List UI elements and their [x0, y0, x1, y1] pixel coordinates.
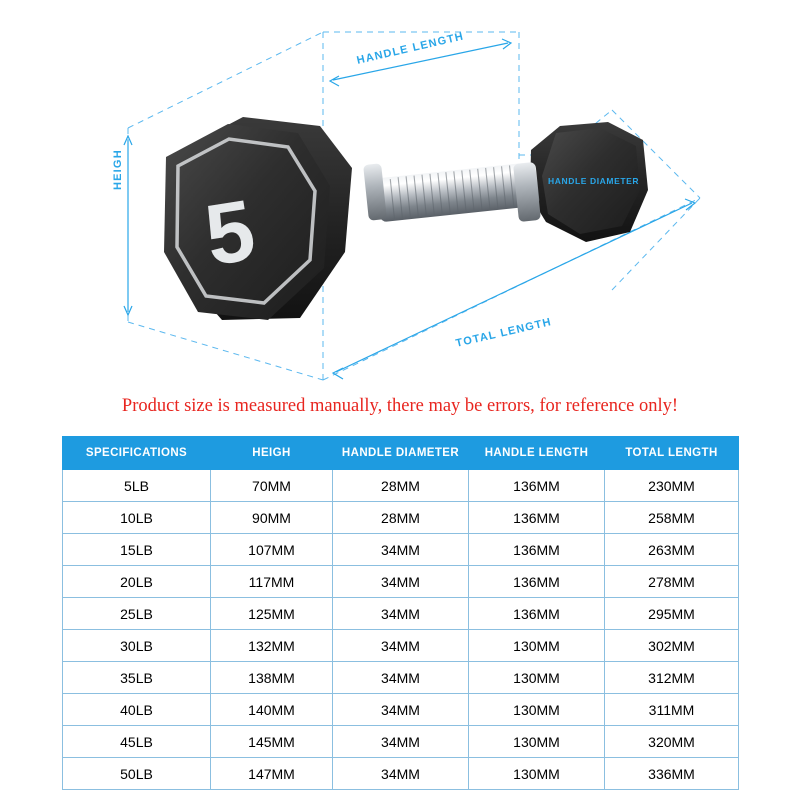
table-cell: 34MM [333, 662, 469, 694]
table-cell: 130MM [469, 726, 605, 758]
table-cell: 10LB [63, 502, 211, 534]
dumbbell-dimension-diagram [0, 0, 800, 395]
table-cell: 34MM [333, 694, 469, 726]
table-cell: 40LB [63, 694, 211, 726]
table-cell: 117MM [211, 566, 333, 598]
table-row [63, 758, 739, 790]
table-cell: 125MM [211, 598, 333, 630]
table-cell: 107MM [211, 534, 333, 566]
table-cell: 25LB [63, 598, 211, 630]
table-cell: 45LB [63, 726, 211, 758]
column-header-handle-diameter: HANDLE DIAMETER [333, 437, 469, 470]
total-length-label: TOTAL LENGTH [454, 316, 553, 350]
table-cell: 30LB [63, 630, 211, 662]
table-row [63, 662, 739, 694]
column-header-handle-length: HANDLE LENGTH [469, 437, 605, 470]
table-cell: 15LB [63, 534, 211, 566]
dumbbell-handle [363, 162, 541, 222]
table-cell: 132MM [211, 630, 333, 662]
table-cell: 311MM [605, 694, 739, 726]
table-cell: 295MM [605, 598, 739, 630]
table-row [63, 470, 739, 502]
table-body [63, 470, 739, 790]
column-header-specifications: SPECIFICATIONS [63, 437, 211, 470]
table-cell: 136MM [469, 566, 605, 598]
handle-length-label: HANDLE LENGTH [355, 30, 466, 67]
table-cell: 130MM [469, 758, 605, 790]
table-cell: 90MM [211, 502, 333, 534]
table-cell: 263MM [605, 534, 739, 566]
column-header-total-length: TOTAL LENGTH [605, 437, 739, 470]
table-row [63, 502, 739, 534]
dumbbell-left-head [164, 117, 352, 320]
diagram-svg [0, 0, 800, 395]
table-cell: 34MM [333, 726, 469, 758]
weight-marking-text: 5 [198, 181, 262, 285]
table-cell: 34MM [333, 758, 469, 790]
specifications-table [62, 436, 739, 790]
table-row [63, 630, 739, 662]
table-cell: 70MM [211, 470, 333, 502]
table-cell: 138MM [211, 662, 333, 694]
table-cell: 147MM [211, 758, 333, 790]
heigh-label: HEIGH [112, 149, 124, 190]
table-cell: 136MM [469, 598, 605, 630]
table-cell: 130MM [469, 630, 605, 662]
table-row [63, 694, 739, 726]
table-cell: 145MM [211, 726, 333, 758]
table-row [63, 566, 739, 598]
table-cell: 34MM [333, 534, 469, 566]
table-cell: 34MM [333, 630, 469, 662]
table-cell: 130MM [469, 662, 605, 694]
table-cell: 230MM [605, 470, 739, 502]
table-cell: 34MM [333, 598, 469, 630]
table-cell: 20LB [63, 566, 211, 598]
table-cell: 5LB [63, 470, 211, 502]
table-cell: 136MM [469, 534, 605, 566]
table-cell: 258MM [605, 502, 739, 534]
table-cell: 28MM [333, 470, 469, 502]
table-cell: 35LB [63, 662, 211, 694]
table-cell: 34MM [333, 566, 469, 598]
handle-diameter-label: HANDLE DIAMETER [548, 176, 640, 186]
table-cell: 50LB [63, 758, 211, 790]
table-header-row [63, 437, 739, 470]
table-cell: 302MM [605, 630, 739, 662]
table-cell: 140MM [211, 694, 333, 726]
table-cell: 336MM [605, 758, 739, 790]
table-row [63, 534, 739, 566]
table-cell: 136MM [469, 470, 605, 502]
measurement-disclaimer: Product size is measured manually, there may be errors, for reference only! [121, 396, 679, 416]
table-cell: 28MM [333, 502, 469, 534]
table-cell: 130MM [469, 694, 605, 726]
table-row [63, 726, 739, 758]
table-cell: 312MM [605, 662, 739, 694]
table-cell: 278MM [605, 566, 739, 598]
table-row [63, 598, 739, 630]
table-cell: 320MM [605, 726, 739, 758]
table-cell: 136MM [469, 502, 605, 534]
column-header-heigh: HEIGH [211, 437, 333, 470]
